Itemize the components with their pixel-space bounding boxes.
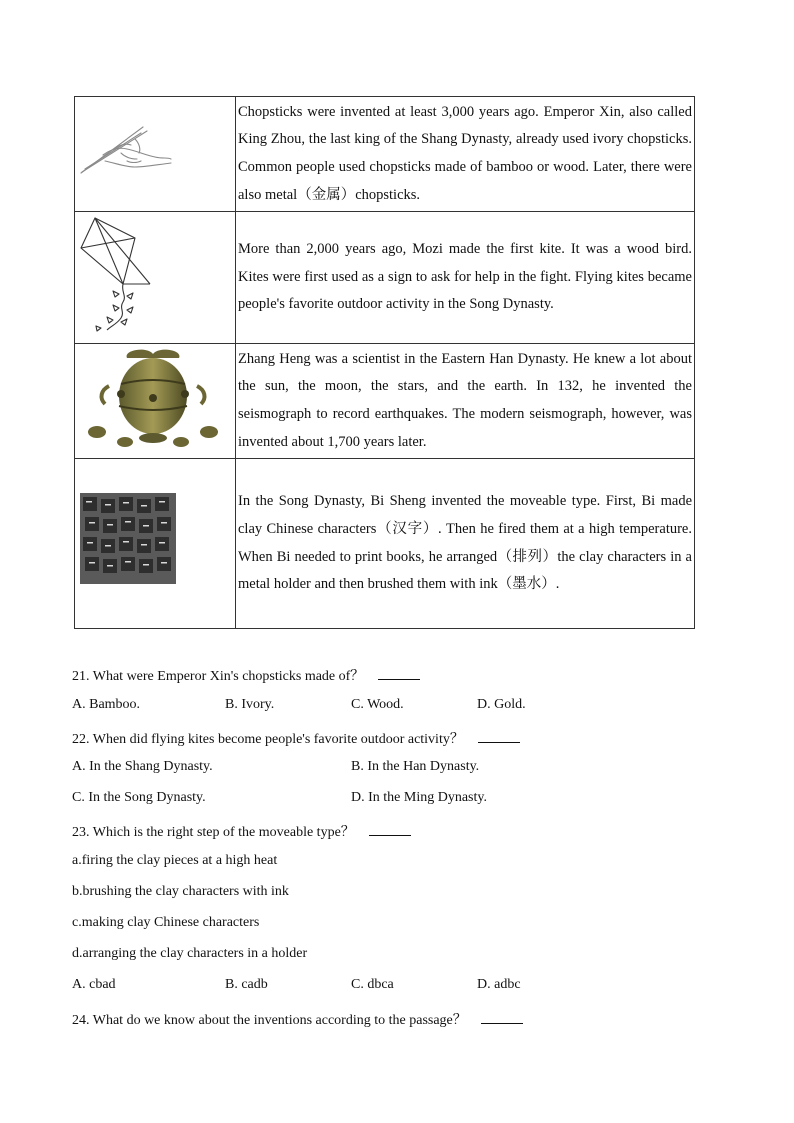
q22-option-a[interactable]: A. In the Shang Dynasty. [72,759,213,774]
question-24 [72,1009,523,1029]
q23-step-c: c.making clay Chinese characters [72,915,260,930]
q23-step-b: b.brushing the clay characters with ink [72,884,289,899]
question-24-stem: 24. What do we know about the inventions according to the passage？ [72,1013,467,1028]
table-row [75,344,695,459]
answer-blank[interactable] [481,1011,523,1024]
movable-type-image-cell [75,459,236,629]
chopsticks-text: Chopsticks were invented at least 3,000 years ago. Emperor Xin, also called King Zhou, the last king of the Shang Dynasty, already used ivory chopsticks. Common people used chopsticks made of bamboo or wood. Later, there were also metal（金属）chopsticks. [236,97,695,212]
question-21 [72,665,420,685]
q23-option-a[interactable]: A. cbad [72,977,116,992]
seismograph-image-cell [75,344,236,459]
kite-text: More than 2,000 years ago, Mozi made the first kite. It was a wood bird. Kites were first used as a sign to ask for help in the fight. Flying kites became people's favorite outdoor activity in the Song Dynasty. [236,212,695,344]
q23-option-b[interactable]: B. cadb [225,977,268,992]
question-22-stem: 22. When did flying kites become people's favorite outdoor activity？ [72,732,464,747]
q21-option-b[interactable]: B. Ivory. [225,697,275,712]
question-23 [72,821,411,841]
inventions-table [74,96,695,629]
q23-step-d: d.arranging the clay characters in a holder [72,946,308,961]
answer-blank[interactable] [369,823,411,836]
kite-icon [75,212,235,343]
question-23-stem: 23. Which is the right step of the moveable type？ [72,825,355,840]
question-21-stem: 21. What were Emperor Xin's chopsticks made of？ [72,669,365,684]
q23-step-a: a.firing the clay pieces at a high heat [72,853,278,868]
q22-option-d[interactable]: D. In the Ming Dynasty. [351,790,487,805]
chopsticks-image-cell [75,97,236,212]
q22-option-c[interactable]: C. In the Song Dynasty. [72,790,206,805]
table-row [75,459,695,629]
q21-option-a[interactable]: A. Bamboo. [72,697,141,712]
question-22 [72,728,520,748]
q22-option-b[interactable]: B. In the Han Dynasty. [351,759,480,774]
answer-blank[interactable] [478,730,520,743]
seismograph-text: Zhang Heng was a scientist in the Eastern Han Dynasty. He knew a lot about the sun, the moon, the stars, and the earth. In 132, he invented the seismograph to record earthquakes. The modern seismograph, however, was invented about 1,700 years later. [236,344,695,459]
answer-blank[interactable] [378,667,420,680]
q23-option-c[interactable]: C. dbca [351,977,394,992]
table-row [75,212,695,344]
movable-type-icon [75,459,235,628]
q23-option-d[interactable]: D. adbc [477,977,521,992]
table-row [75,97,695,212]
chopsticks-hand-icon [75,97,235,211]
seismograph-icon [75,344,235,458]
movable-type-text: In the Song Dynasty, Bi Sheng invented the moveable type. First, Bi made clay Chinese characters（汉字）. Then he fired them at a high temperature. When Bi needed to print books, he arranged（排列）the clay characters in a metal holder and then brushed them with ink（墨水）. [236,459,695,629]
q21-option-c[interactable]: C. Wood. [351,697,404,712]
kite-image-cell [75,212,236,344]
q21-option-d[interactable]: D. Gold. [477,697,526,712]
